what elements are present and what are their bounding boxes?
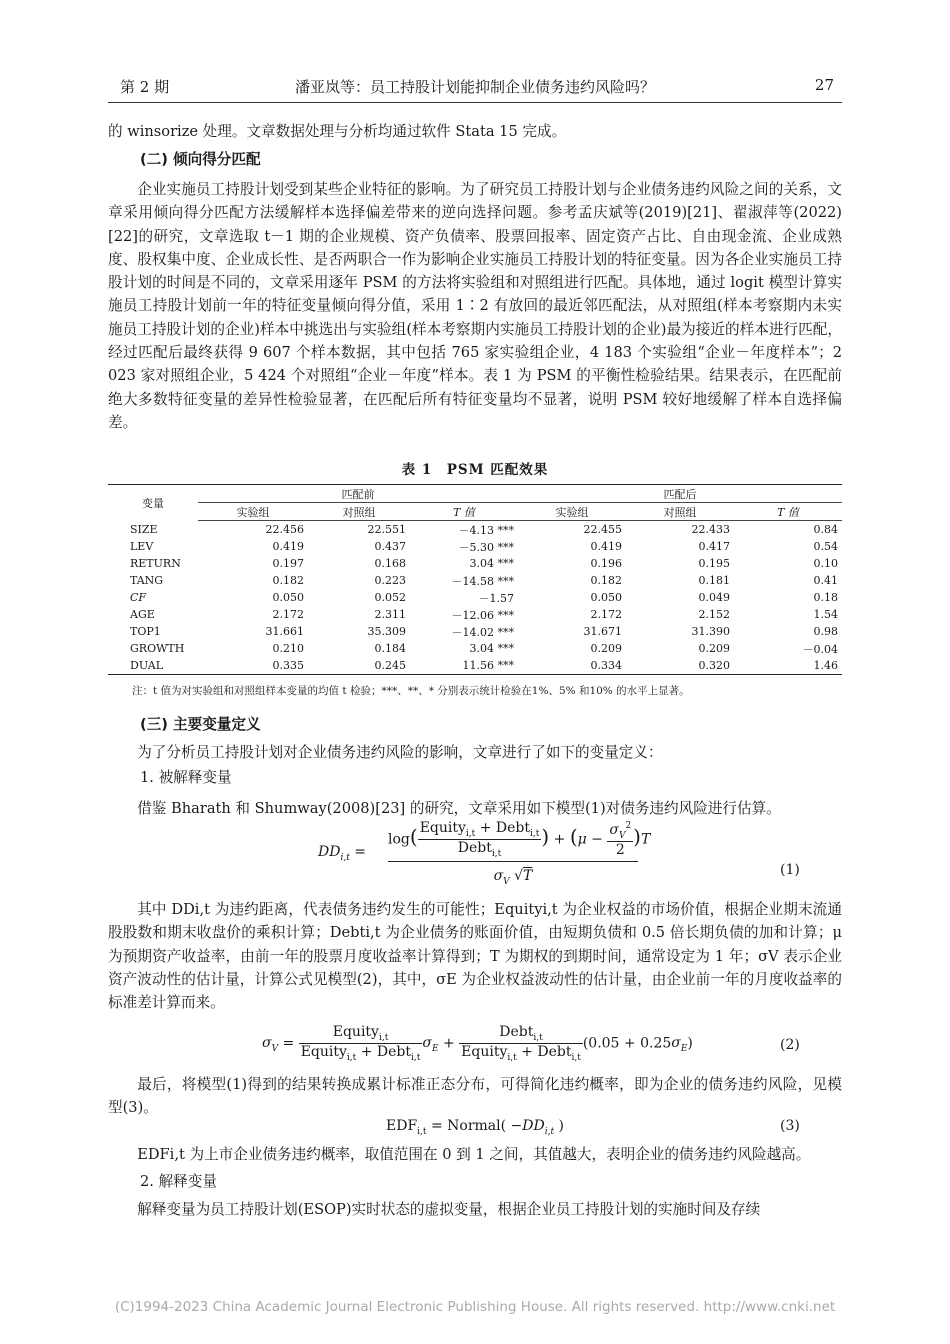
- table-row: DUAL 0.335 0.245 11.56 *** 0.334 0.320 1.46: [108, 657, 842, 675]
- section-heading-2: (二) 倾向得分匹配: [140, 151, 261, 168]
- table-row: GROWTH 0.210 0.184 3.04 *** 0.209 0.209 －0.04: [130, 642, 838, 656]
- col-ctrl-after: 对照组: [626, 503, 734, 521]
- paragraph-edf-definition: EDFi,t 为上市企业债务违约概率，取值范围在 0 到 1 之间，其值越大，表明企业的债务违约风险越高。: [137, 1146, 811, 1163]
- group-after: 匹配后: [518, 485, 842, 503]
- paragraph-psm: 企业实施员工持股计划受到某些企业特征的影响。为了研究员工持股计划与企业债务违约风险之间的关系，文章采用倾向得分匹配方法缓解样本选择偏差带来的逆向选择问题。参考孟庆斌等(2019)[21]、翟淑萍等(2022)[22]的研究，文章选取 t－1 期的企业规模、资产负债率、股票回报率、固定资产占比、自由现金流、企业成熟度、股权集中度、企业成长性、是否两职合一作为影响企业实施员工持股计划的特征变量。因为各企业实施员工持股计划的时间是不同的，文章采用逐年 PSM 的方法将实验组和对照组进行匹配。具体地，通过 logit 模型计算实施员工持股计划前一年的特征变量倾向得分值，采用 1∶2 有放回的最近邻匹配法，从对照组(样本考察期内未实施员工持股计划的企业)样本中挑选出与实验组(样本考察期内实施员工持股计划的企业)最为接近的样本进行匹配，经过匹配后最终获得 9 607 个样本数据，其中包括 765 家实验组企业，4 183 个实验组“企业－年度样本”；2 023 家对照组企业，5 424 个对照组“企业－年度”样本。表 1 为 PSM 的平衡性检验结果。结果表示，在匹配前绝大多数特征变量的差异性检验显著，在匹配后所有特征变量均不显著，说明 PSM 较好地缓解了样本自选择偏差。: [108, 181, 842, 431]
- header-rule: [108, 102, 842, 103]
- paragraph-dd-definition: 其中 DDi,t 为违约距离，代表债务违约发生的可能性；Equityi,t 为企业权益的市场价值，根据企业期末流通股股数和期末收盘价的乘积计算；Debti,t 为企业债务的账面价值，由短期负债和 0.5 倍长期负债的加和计算；μ 为预期资产收益率，由前一年的股票月度收益率计算得到；T 为期权的到期时间，通常设定为 1 年；σV 表示企业资产波动性的估计量，计算公式见模型(2)，其中，σE 为企业权益波动性的估计量，由企业前一年的月度收益率的标准差计算而来。: [108, 901, 842, 1012]
- eq3-number: (3): [780, 1118, 800, 1134]
- paragraph-esop: 解释变量为员工持股计划(ESOP)实时状态的虚拟变量，根据企业员工持股计划的实施时间及存续: [137, 1201, 761, 1218]
- col-t-before: T 值: [410, 503, 518, 521]
- page-number: 27: [814, 76, 834, 94]
- group-before: 匹配前: [198, 485, 518, 503]
- paragraph-bharath: 借鉴 Bharath 和 Shumway(2008)[23] 的研究，文章采用如下模型(1)对债务违约风险进行估算。: [137, 800, 781, 817]
- col-exp-after: 实验组: [518, 503, 626, 521]
- equation-3: $EDF_{i,t}$ = Normal( $-DD_{i,t}$ ): [386, 1118, 565, 1137]
- table-row: AGE 2.172 2.311 －12.06 *** 2.172 2.152 1.54: [130, 608, 838, 622]
- eq2-number: (2): [780, 1037, 800, 1053]
- issue-number: 第 2 期: [120, 78, 170, 96]
- var-header: 变量: [108, 485, 198, 521]
- table-row: SIZE 22.456 22.551 －4.13 *** 22.455 22.433 0.84: [130, 522, 838, 537]
- equation-2: $\sigma_V$ = $\frac{Equity_{i,t}}{Equity_{i,t} + Debt_{i,t}}$ $\sigma_E$ + $\frac{Debt_{i,t}}{Equity_{i,t} + Debt_{i,t}}$ $(0.05 + 0.25\sigma_E)$: [262, 1024, 693, 1063]
- table-row: TANG 0.182 0.223 －14.58 *** 0.182 0.181 0.41: [130, 574, 838, 588]
- table-row: LEV 0.419 0.437 －5.30 *** 0.419 0.417 0.54: [130, 540, 838, 554]
- table-row: RETURN 0.197 0.168 3.04 *** 0.196 0.195 0.10: [130, 557, 838, 570]
- table-row: CF 0.050 0.052 －1.57 0.050 0.049 0.18: [130, 591, 838, 605]
- col-ctrl-before: 对照组: [308, 503, 410, 521]
- table-caption: 表 1 PSM 匹配效果: [401, 462, 549, 478]
- col-exp-before: 实验组: [198, 503, 308, 521]
- subheading-explanatory: 2. 解释变量: [140, 1173, 217, 1190]
- section-heading-3: (三) 主要变量定义: [140, 716, 261, 733]
- paragraph-var-intro: 为了分析员工持股计划对企业债务违约风险的影响，文章进行了如下的变量定义：: [137, 744, 663, 761]
- psm-table: [108, 484, 842, 675]
- table-note: 注：t 值为对实验组和对照组样本变量的均值 t 检验；***、**、* 分别表示统计检验在1%、5% 和10% 的水平上显著。: [132, 685, 690, 697]
- paragraph-edf-intro: 最后，将模型(1)得到的结果转换成累计标准正态分布，可得简化违约概率，即为企业的债务违约风险，见模型(3)。: [108, 1076, 842, 1117]
- running-title: 潘亚岚等：员工持股计划能抑制企业债务违约风险吗？: [294, 78, 655, 96]
- copyright-footer: (C)1994-2023 China Academic Journal Electronic Publishing House. All rights reserved. http://www.cnki.net: [114, 1299, 836, 1315]
- paragraph-0: 的 winsorize 处理。文章数据处理与分析均通过软件 Stata 15 完成。: [108, 123, 567, 140]
- table-row: TOP1 31.661 35.309 －14.02 *** 31.671 31.390 0.98: [130, 625, 838, 639]
- equation-1: $DD_{i,t}$ = log( $\frac{Equity_{i,t} + Debt_{i,t}}{Debt_{i,t}}$ ) + (μ − $\frac{\sigma_V^2}{2}$ )T $\sigma_V$ √T: [318, 820, 651, 887]
- col-t-after: T 值: [734, 503, 842, 521]
- subheading-dependent: 1. 被解释变量: [140, 769, 232, 786]
- eq1-number: (1): [780, 862, 800, 878]
